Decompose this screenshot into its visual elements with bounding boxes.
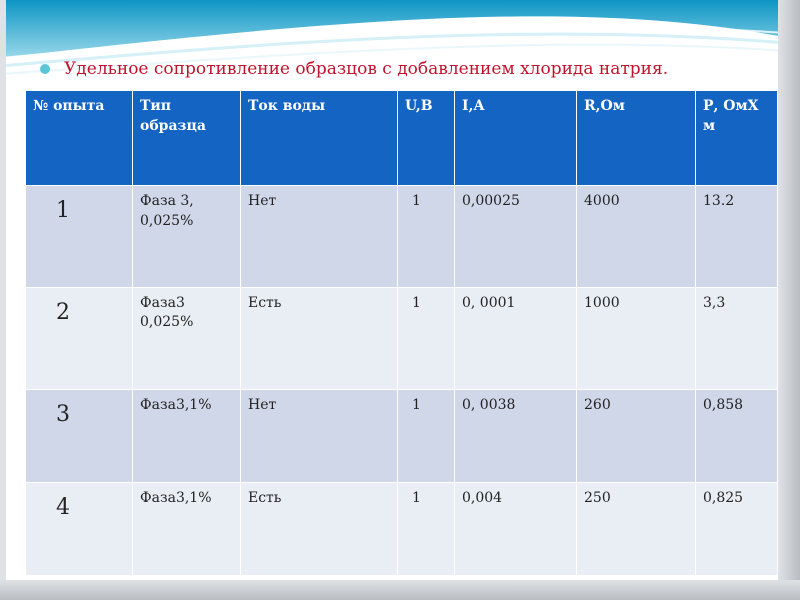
header-resistivity: Р, ОмХ м (696, 91, 778, 186)
cell-current: 0,00025 (455, 186, 577, 288)
table-row (26, 482, 778, 575)
header-resistance: R,Ом (577, 91, 696, 186)
cell-sample-type: Фаза3,1% (133, 482, 241, 575)
cell-voltage: 1 (398, 389, 455, 482)
slide-heading-line (40, 56, 780, 82)
cell-experiment-number: 4 (26, 482, 133, 575)
slide-frame-right (778, 0, 800, 600)
cell-sample-type: Фаза 3, 0,025% (133, 186, 241, 288)
slide-frame-bottom (0, 580, 800, 600)
header-experiment-number: № опыта (26, 91, 133, 186)
cell-experiment-number: 1 (26, 186, 133, 288)
cell-current: 0, 0038 (455, 389, 577, 482)
header-sample-type: Тип образца (133, 91, 241, 186)
header-current: I,А (455, 91, 577, 186)
slide-heading: Удельное сопротивление образцов с добавлением хлорида натрия. (64, 59, 669, 79)
cell-current: 0,004 (455, 482, 577, 575)
cell-current: 0, 0001 (455, 287, 577, 389)
table-row (26, 186, 778, 288)
cell-resistance: 250 (577, 482, 696, 575)
cell-resistance: 260 (577, 389, 696, 482)
cell-experiment-number: 3 (26, 389, 133, 482)
table-row (26, 287, 778, 389)
cell-sample-type: Фаза3,1% (133, 389, 241, 482)
cell-water-current: Нет (241, 389, 398, 482)
cell-resistivity: 13.2 (696, 186, 778, 288)
cell-water-current: Есть (241, 482, 398, 575)
cell-resistivity: 0,825 (696, 482, 778, 575)
cell-resistivity: 0,858 (696, 389, 778, 482)
table-row (26, 389, 778, 482)
results-table (25, 90, 778, 576)
slide-frame-left (0, 0, 6, 600)
cell-resistance: 1000 (577, 287, 696, 389)
cell-resistance: 4000 (577, 186, 696, 288)
header-voltage: U,В (398, 91, 455, 186)
cell-resistivity: 3,3 (696, 287, 778, 389)
cell-voltage: 1 (398, 186, 455, 288)
cell-experiment-number: 2 (26, 287, 133, 389)
cell-water-current: Есть (241, 287, 398, 389)
cell-voltage: 1 (398, 482, 455, 575)
table-header-row (26, 91, 778, 186)
cell-water-current: Нет (241, 186, 398, 288)
cell-sample-type: Фаза3 0,025% (133, 287, 241, 389)
bullet-icon (40, 64, 50, 74)
cell-voltage: 1 (398, 287, 455, 389)
header-water-current: Ток воды (241, 91, 398, 186)
